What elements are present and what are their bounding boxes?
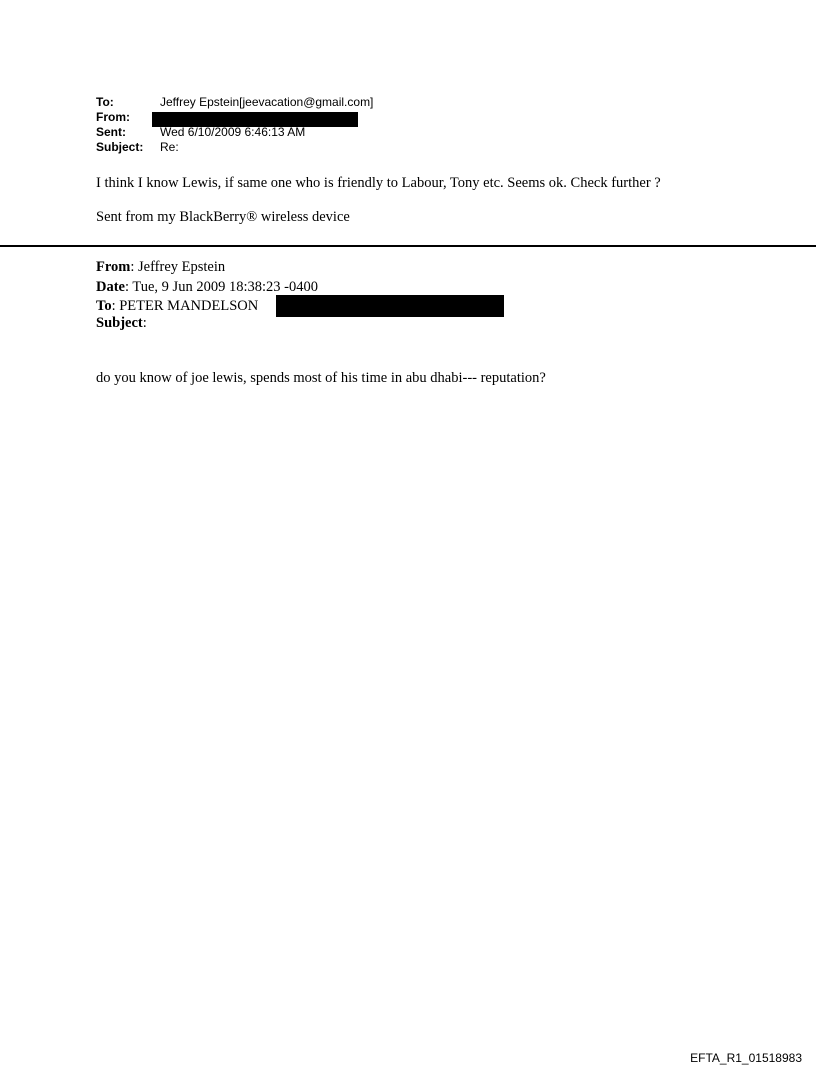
from-label: From: — [96, 110, 130, 124]
original-from-line — [96, 259, 225, 275]
date-label: Date — [96, 279, 125, 295]
message-separator — [0, 245, 816, 247]
to-value: : PETER MANDELSON — [111, 298, 259, 314]
from-value: : Jeffrey Epstein — [130, 259, 226, 275]
reply-body-line: I think I know Lewis, if same one who is friendly to Labour, Tony etc. Seems ok. Check further ? — [96, 175, 661, 191]
to-value: Jeffrey Epstein[jeevacation@gmail.com] — [160, 95, 374, 109]
sent-label: Sent: — [96, 125, 126, 139]
sent-value: Wed 6/10/2009 6:46:13 AM — [160, 125, 306, 139]
to-label: To — [96, 298, 112, 314]
original-body-line: do you know of joe lewis, spends most of his time in abu dhabi--- reputation? — [96, 370, 546, 386]
original-subject-line — [96, 315, 147, 331]
reply-header — [96, 96, 516, 156]
bates-number: EFTA_R1_01518983 — [690, 1051, 802, 1065]
to-label: To: — [96, 95, 114, 109]
redaction-box — [276, 295, 504, 317]
original-to-line — [96, 298, 258, 314]
subject-label: Subject — [96, 315, 143, 331]
original-date-line — [96, 279, 318, 295]
subject-value: Re: — [160, 140, 179, 154]
subject-value: : — [142, 315, 147, 331]
date-value: : Tue, 9 Jun 2009 18:38:23 -0400 — [125, 279, 318, 295]
subject-label: Subject: — [96, 140, 144, 154]
signature-line: Sent from my BlackBerry® wireless device — [96, 209, 350, 225]
from-label: From — [96, 259, 131, 275]
